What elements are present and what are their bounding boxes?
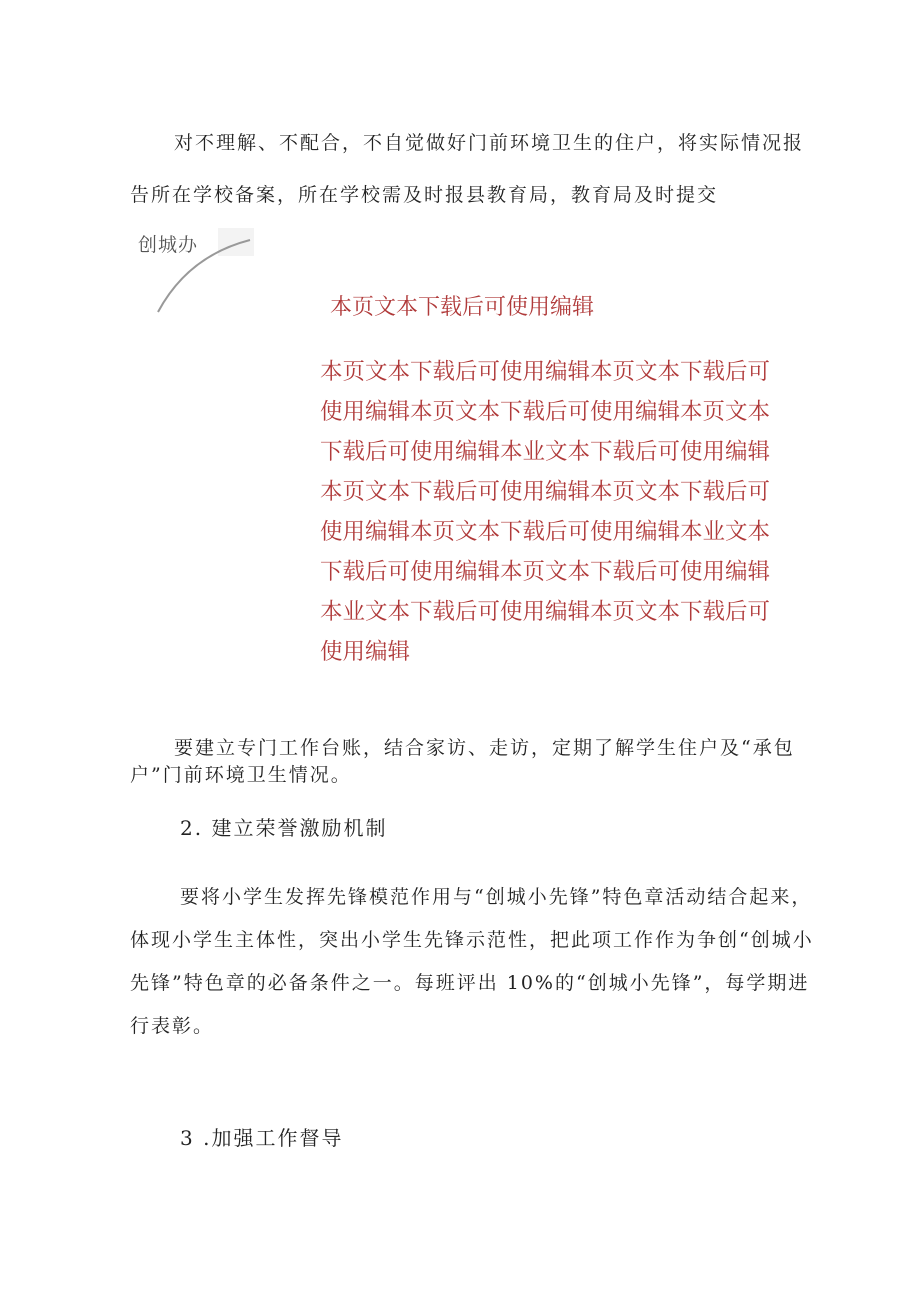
- stamp-arc: [118, 214, 268, 324]
- paragraph-block: [130, 876, 814, 1048]
- red-watermark-line: 使用编辑: [320, 639, 411, 665]
- red-watermark-block: [320, 352, 800, 672]
- red-watermark-line: 本页文本下载后可使用编辑本页文本下载后可: [320, 359, 771, 385]
- paragraph-line: 行表彰。: [130, 1015, 215, 1037]
- red-watermark-line: 本页文本下载后可使用编辑本页文本下载后可: [320, 479, 771, 505]
- paragraph-line: 要建立专门工作台账，结合家访、走访，定期了解学生住户及“承包: [174, 737, 795, 759]
- red-watermark-line: 使用编辑本页文本下载后可使用编辑本业文本: [320, 519, 771, 545]
- paragraph-line: 要将小学生发挥先锋模范作用与“创城小先锋”特色章活动结合起来，: [180, 886, 813, 908]
- section-heading: 2. 建立荣誉激励机制: [180, 816, 388, 840]
- paragraph-line: 先锋”特色章的必备条件之一。每班评出 10%的“创城小先锋”，每学期进: [130, 972, 810, 994]
- red-watermark-line: 使用编辑本页文本下载后可使用编辑本页文本: [320, 399, 771, 425]
- red-watermark-line: 下载后可使用编辑本业文本下载后可使用编辑: [320, 439, 771, 465]
- red-watermark-line: 本业文本下载后可使用编辑本页文本下载后可: [320, 599, 771, 625]
- stamp-text: 创城办: [138, 234, 199, 256]
- red-watermark-title: 本页文本下载后可使用编辑: [330, 295, 595, 320]
- red-watermark-line: 下载后可使用编辑本页文本下载后可使用编辑: [320, 559, 771, 585]
- paragraph-line: 对不理解、不配合，不自觉做好门前环境卫生的住户，将实际情况报: [174, 132, 805, 154]
- paragraph-line: 体现小学生主体性，突出小学生先锋示范性，把此项工作作为争创“创城小: [130, 929, 814, 951]
- paragraph-line: 告所在学校备案，所在学校需及时报县教育局，教育局及时提交: [130, 184, 719, 206]
- paragraph-line: 户”门前环境卫生情况。: [130, 764, 352, 786]
- section-heading: 3 .加强工作督导: [180, 1126, 344, 1150]
- stamp-image: [118, 214, 268, 324]
